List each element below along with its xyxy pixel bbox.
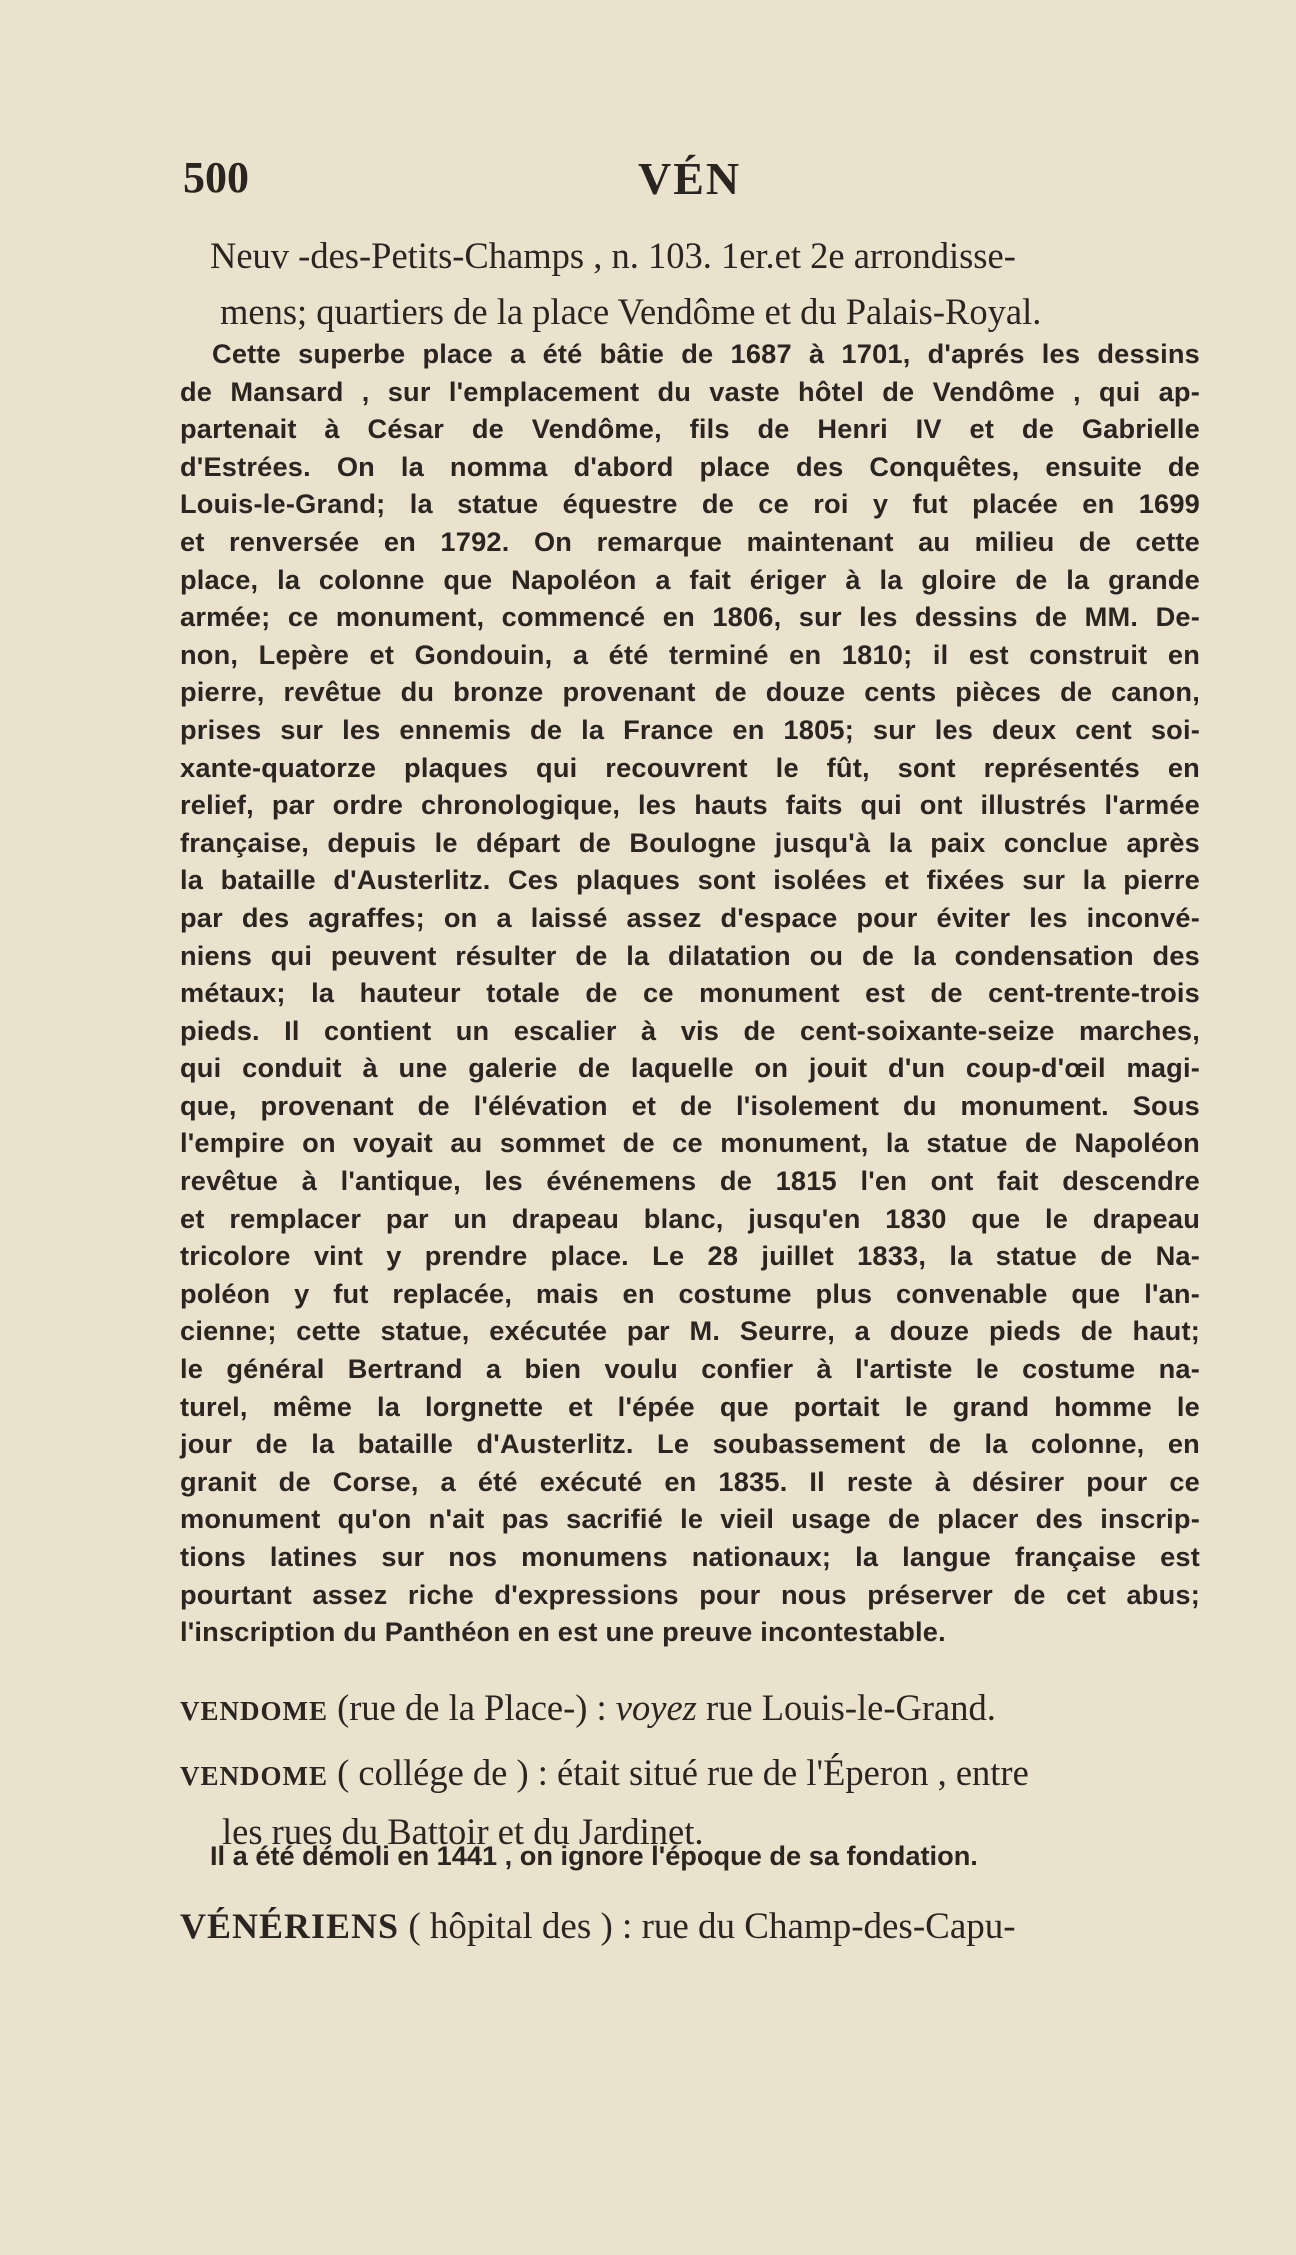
- note-line: tions latines sur nos monumens nationaux; la langue française est: [180, 1541, 1200, 1572]
- note-line: monument qu'on n'ait pas sacrifié le vieil usage de placer des inscrip-: [180, 1503, 1200, 1535]
- note-line: jour de la bataille d'Austerlitz. Le soubassement de la colonne, en: [180, 1428, 1200, 1460]
- page-number: 500: [183, 153, 249, 202]
- note-line: et remplacer par un drapeau blanc, jusqu'en 1830 que le drapeau: [180, 1202, 1200, 1234]
- entry-text: ( collége de ) : était situé rue de l'Éperon , entre: [328, 1752, 1029, 1793]
- see-also-word: voyez: [615, 1687, 697, 1728]
- note-line: revêtue à l'antique, les événemens de 1815 l'en ont fait descendre: [180, 1165, 1200, 1197]
- note-line: niens qui peuvent résulter de la dilatation ou de la condensation des: [180, 939, 1200, 971]
- note-line: tricolore vint y prendre place. Le 28 juillet 1833, la statue de Na-: [180, 1240, 1200, 1272]
- entry-vendome-place: [180, 1680, 1200, 1739]
- entry-text: ( hôpital des ) : rue du Champ-des-Capu-: [399, 1906, 1016, 1947]
- note-line: non, Lepère et Gondouin, a été terminé en 1810; il est construit en: [180, 638, 1200, 670]
- note-line: le général Bertrand a bien voulu confier à l'artiste le costume na-: [180, 1353, 1200, 1385]
- note-line: poléon y fut replacée, mais en costume plus convenable que l'an-: [180, 1277, 1200, 1309]
- college-note: Il a été démoli en 1441 , on ignore l'époque de sa fondation.: [210, 1840, 978, 1871]
- note-line: armée; ce monument, commencé en 1806, sur les dessins de MM. De-: [180, 601, 1200, 633]
- note-line: Cette superbe place a été bâtie de 1687 à 1701, d'aprés les dessins: [212, 338, 1200, 369]
- note-line: partenait à César de Vendôme, fils de Henri IV et de Gabrielle: [180, 413, 1200, 445]
- note-line: relief, par ordre chronologique, les hauts faits qui ont illustrés l'armée: [180, 789, 1200, 821]
- note-line: l'empire on voyait au sommet de ce monument, la statue de Napoléon: [180, 1127, 1200, 1159]
- note-line: qui conduit à une galerie de laquelle on jouit d'un coup-d'œil magi-: [180, 1052, 1200, 1084]
- entry-continuation-line-2: mens; quartiers de la place Vendôme et du Palais-Royal.: [220, 291, 1042, 332]
- note-line: française, depuis le départ de Boulogne jusqu'à la paix conclue après: [180, 826, 1200, 858]
- entry-text-continuation: les rues du Battoir et du Jardinet.: [222, 1811, 704, 1852]
- note-line: prises sur les ennemis de la France en 1805; sur les deux cent soi-: [180, 713, 1200, 745]
- page-header: [183, 152, 1113, 212]
- note-line: turel, même la lorgnette et l'épée que portait le grand homme le: [180, 1390, 1200, 1422]
- entry-continuation-line-1: Neuv -des-Petits-Champs , n. 103. 1er.et 2e arrondisse-: [210, 235, 1016, 276]
- note-line: que, provenant de l'élévation et de l'isolement du monument. Sous: [180, 1089, 1200, 1121]
- note-line: d'Estrées. On la nomma d'abord place des Conquêtes, ensuite de: [180, 450, 1200, 482]
- entry-text: (rue de la Place-) :: [328, 1687, 616, 1728]
- entry-headword: VENDOME: [180, 1696, 328, 1726]
- entry-continuation: [210, 228, 1195, 340]
- note-line: cienne; cette statue, exécutée par M. Seurre, a douze pieds de haut;: [180, 1315, 1200, 1347]
- note-line: pierre, revêtue du bronze provenant de douze cents pièces de canon,: [180, 676, 1200, 708]
- note-line: pieds. Il contient un escalier à vis de cent-soixante-seize marches,: [180, 1014, 1200, 1046]
- note-line: pourtant assez riche d'expressions pour nous préserver de cet abus;: [180, 1578, 1200, 1610]
- entry-headword: VENDOME: [180, 1761, 328, 1791]
- entry-text-target: rue Louis-le-Grand.: [696, 1687, 996, 1728]
- note-line: par des agraffes; on a laissé assez d'espace pour éviter les inconvé-: [180, 901, 1200, 933]
- running-head: VÉN: [638, 153, 742, 204]
- note-line: granit de Corse, a été exécuté en 1835. Il reste à désirer pour ce: [180, 1465, 1200, 1497]
- note-line: métaux; la hauteur totale de ce monument est de cent-trente-trois: [180, 977, 1200, 1009]
- note-line: la bataille d'Austerlitz. Ces plaques sont isolées et fixées sur la pierre: [180, 864, 1200, 896]
- note-line: de Mansard , sur l'emplacement du vaste hôtel de Vendôme , qui ap-: [180, 375, 1200, 407]
- entry-headword: VÉNÉRIENS: [180, 1906, 400, 1946]
- note-line: Louis-le-Grand; la statue équestre de ce roi y fut placée en 1699: [180, 488, 1200, 520]
- note-line: l'inscription du Panthéon en est une preuve incontestable.: [180, 1616, 946, 1648]
- note-line: place, la colonne que Napoléon a fait ériger à la gloire de la grande: [180, 563, 1200, 595]
- note-line: xante-quatorze plaques qui recouvrent le fût, sont représentés en: [180, 751, 1200, 783]
- note-line: et renversée en 1792. On remarque maintenant au milieu de cette: [180, 525, 1200, 557]
- place-vendome-note: [180, 335, 1200, 1651]
- entry-veneriens: [180, 1898, 1200, 1955]
